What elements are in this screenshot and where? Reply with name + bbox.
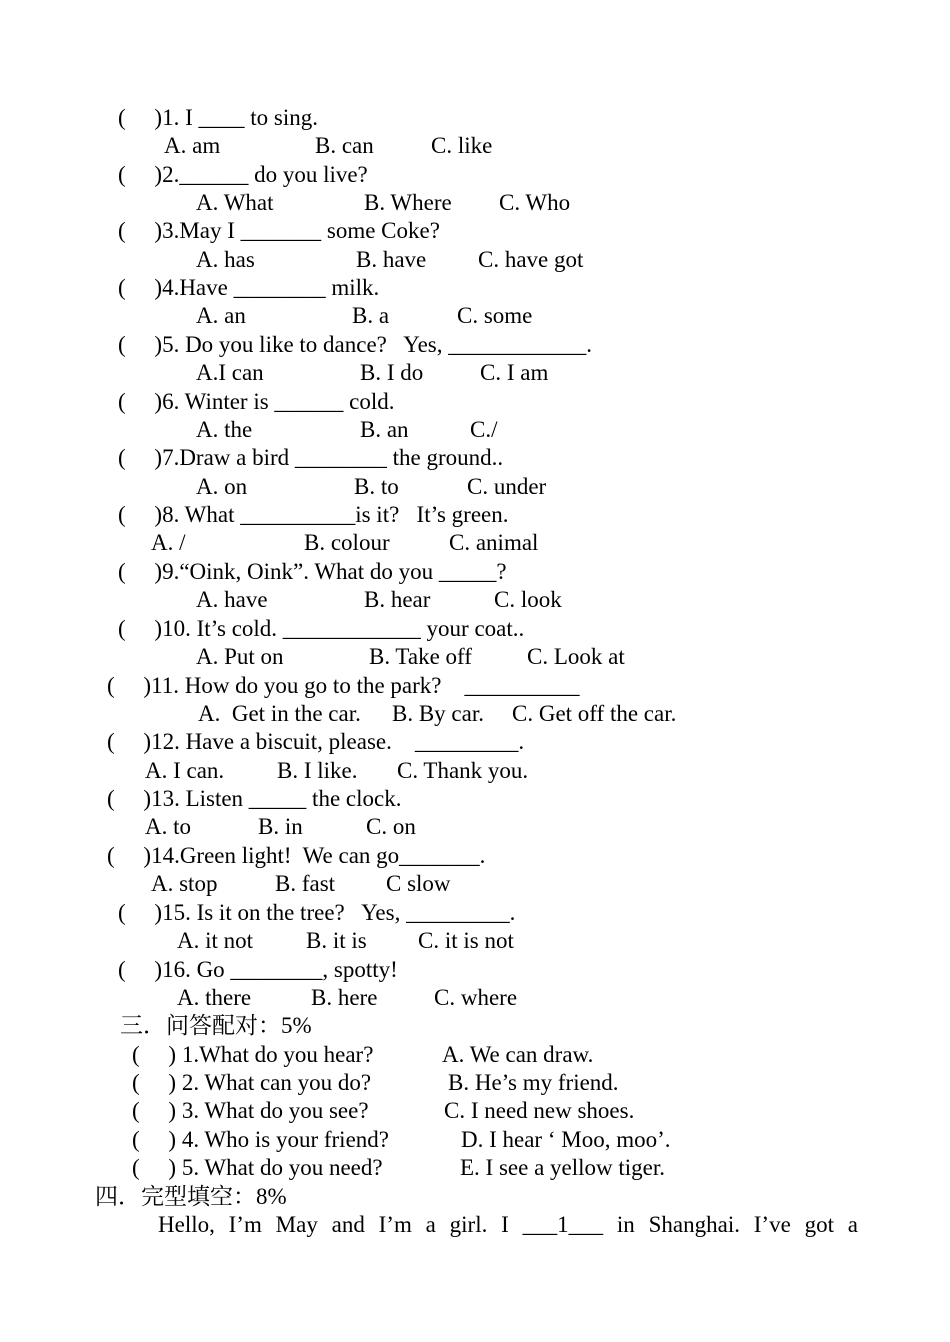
question-1: ( )1. I ____ to sing.	[118, 105, 318, 130]
q2-option-c: C. Who	[499, 190, 571, 215]
q4-option-b: B. a	[352, 303, 390, 328]
q2-option-a: A. What	[196, 190, 274, 215]
q9-option-b: B. hear	[364, 587, 431, 612]
q2-option-b: B. Where	[364, 190, 452, 215]
question-16: ( )16. Go ________, spotty!	[118, 957, 398, 982]
question-13: ( )13. Listen _____ the clock.	[107, 786, 402, 811]
question-6: ( )6. Winter is ______ cold.	[118, 389, 395, 414]
q8-option-c: C. animal	[449, 530, 539, 555]
q9-option-c: C. look	[494, 587, 562, 612]
q5-option-a: A.I can	[196, 360, 264, 385]
q10-option-c: C. Look at	[527, 644, 625, 669]
q12-option-b: B. I like.	[277, 758, 358, 783]
q14-option-a: A. stop	[151, 871, 218, 896]
q3-option-b: B. have	[356, 247, 427, 272]
q13-option-c: C. on	[366, 814, 416, 839]
question-9: ( )9.“Oink, Oink”. What do you _____?	[118, 559, 507, 584]
match-answer-b: B. He’s my friend.	[448, 1070, 619, 1095]
q16-option-a: A. there	[177, 985, 252, 1010]
q1-option-c: C. like	[431, 133, 493, 158]
q5-option-b: B. I do	[360, 360, 424, 385]
q1-option-b: B. can	[315, 133, 374, 158]
q16-option-b: B. here	[311, 985, 378, 1010]
question-7: ( )7.Draw a bird ________ the ground..	[118, 445, 504, 470]
match-question-5: ( ) 5. What do you need?	[132, 1155, 383, 1180]
question-8: ( )8. What __________is it? It’s green.	[118, 502, 509, 527]
q8-option-a: A. /	[151, 530, 186, 555]
question-12: ( )12. Have a biscuit, please. _________.	[107, 729, 525, 754]
q6-option-c: C./	[470, 417, 498, 442]
q11-option-c: C. Get off the car.	[512, 701, 677, 726]
question-5: ( )5. Do you like to dance? Yes, ____________.	[118, 332, 593, 357]
q4-option-c: C. some	[457, 303, 533, 328]
q7-option-c: C. under	[467, 474, 547, 499]
q10-option-b: B. Take off	[369, 644, 472, 669]
cloze-paragraph: Hello, I’m May and I’m a girl. I ___1___ in Shanghai. I’ve got a	[158, 1212, 858, 1237]
q15-option-b: B. it is	[306, 928, 367, 953]
match-question-3: ( ) 3. What do you see?	[132, 1098, 369, 1123]
q4-option-a: A. an	[196, 303, 246, 328]
q7-option-a: A. on	[196, 474, 248, 499]
q12-option-a: A. I can.	[145, 758, 225, 783]
q3-option-a: A. has	[196, 247, 255, 272]
q7-option-b: B. to	[354, 474, 399, 499]
q8-option-b: B. colour	[304, 530, 390, 555]
q3-option-c: C. have got	[478, 247, 584, 272]
question-4: ( )4.Have ________ milk.	[118, 275, 380, 300]
q5-option-c: C. I am	[480, 360, 549, 385]
question-10: ( )10. It’s cold. ____________ your coat..	[118, 616, 525, 641]
q15-option-a: A. it not	[177, 928, 254, 953]
q6-option-b: B. an	[360, 417, 409, 442]
q6-option-a: A. the	[196, 417, 253, 442]
q13-option-b: B. in	[258, 814, 303, 839]
question-3: ( )3.May I _______ some Coke?	[118, 218, 440, 243]
match-question-4: ( ) 4. Who is your friend?	[132, 1127, 389, 1152]
question-14: ( )14.Green light! We can go_______.	[107, 843, 486, 868]
match-answer-a: A. We can draw.	[442, 1042, 594, 1067]
question-11: ( )11. How do you go to the park? __________	[107, 673, 580, 698]
section-3-title: 三．问答配对：5%	[120, 1013, 312, 1038]
question-2: ( )2.______ do you live?	[118, 162, 368, 187]
q10-option-a: A. Put on	[196, 644, 284, 669]
q14-option-b: B. fast	[275, 871, 336, 896]
q9-option-a: A. have	[196, 587, 268, 612]
q15-option-c: C. it is not	[418, 928, 514, 953]
q13-option-a: A. to	[145, 814, 191, 839]
q1-option-a: A. am	[164, 133, 221, 158]
q16-option-c: C. where	[434, 985, 518, 1010]
q14-option-c: C slow	[386, 871, 451, 896]
match-answer-e: E. I see a yellow tiger.	[460, 1155, 666, 1180]
match-answer-d: D. I hear ‘ Moo, moo’.	[461, 1127, 671, 1152]
q11-option-b: B. By car.	[392, 701, 484, 726]
match-question-1: ( ) 1.What do you hear?	[132, 1042, 374, 1067]
match-question-2: ( ) 2. What can you do?	[132, 1070, 372, 1095]
match-answer-c: C. I need new shoes.	[444, 1098, 635, 1123]
question-15: ( )15. Is it on the tree? Yes, _________.	[118, 900, 516, 925]
q11-option-a: A. Get in the car.	[198, 701, 361, 726]
q12-option-c: C. Thank you.	[397, 758, 529, 783]
section-4-title: 四．完型填空：8%	[95, 1184, 287, 1209]
